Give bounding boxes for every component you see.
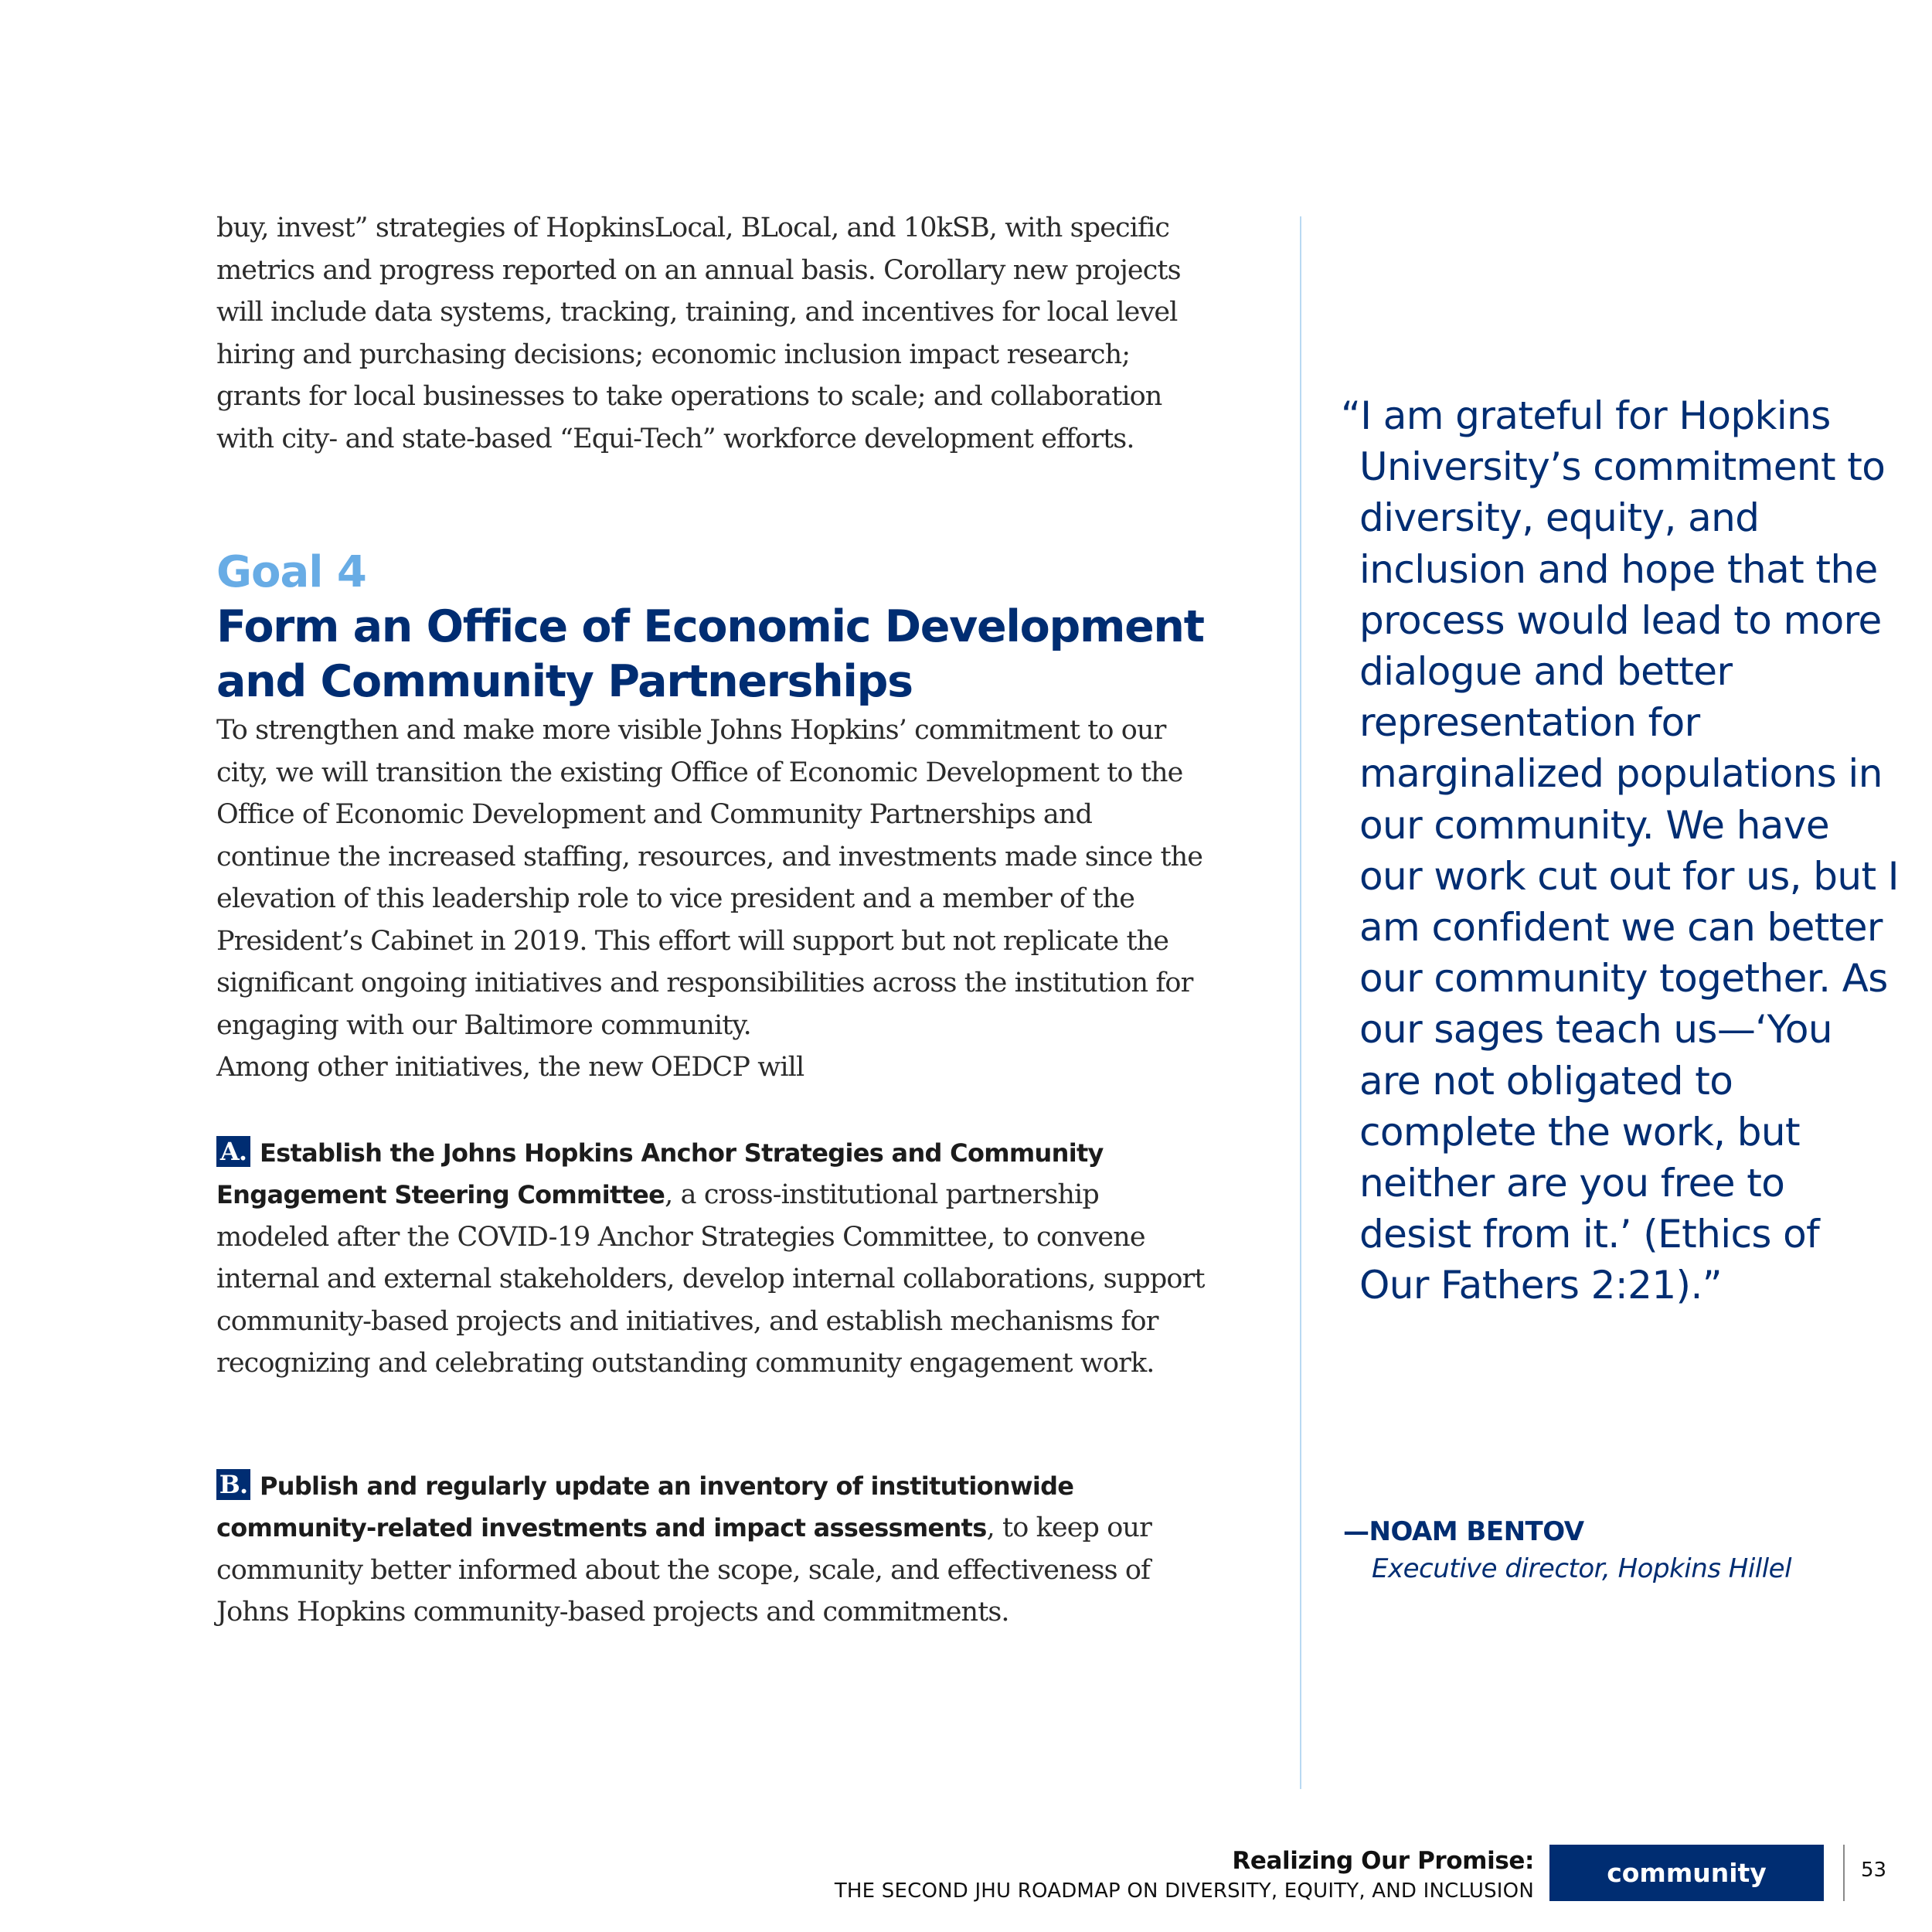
item-a [216, 1132, 1213, 1385]
intro-paragraph: buy, invest” strategies of HopkinsLocal, BLocal, and 10kSB, with specific metrics and progress reported on an annual basis. Corollary new projects will include data systems, tracking, training, and incentives for local level hiring and purchasing decisions; economic inclusion impact research; grants for local businesses to take operations to scale; and collaboration with city- and state-based “Equi-Tech” workforce development efforts. [216, 213, 1181, 454]
main-column [216, 207, 1213, 1634]
goal-paragraph: To strengthen and make more visible Johns Hopkins’ commitment to our city, we will transition the existing Office of Economic Development to the Office of Economic Development and Community Partnerships and continue the increased staffing, resources, and investments made since the elevation of this leadership role to vice president and a member of the President’s Cabinet in 2019. This effort will support but not replicate the significant ongoing initiatives and responsibilities across the institution for engaging with our Baltimore community. [216, 715, 1203, 1041]
item-b [216, 1465, 1213, 1634]
section-tab: community [1549, 1845, 1824, 1901]
item-a-heading: Establish the Johns Hopkins Anchor Strategies and Community Engagement Steering Committee [216, 1138, 1104, 1209]
quote-attribution-name: —NOAM BENTOV [1343, 1516, 1584, 1547]
page-number: 53 [1861, 1859, 1887, 1882]
goal-title: Form an Office of Economic Development and Community Partnerships [216, 601, 1204, 707]
item-b-heading: Publish and regularly update an inventory of institutionwide community-related investments and impact assessments [216, 1471, 1074, 1543]
item-a-badge: A. [216, 1136, 250, 1167]
footer-title: Realizing Our Promise: [1232, 1847, 1534, 1875]
item-a-text: , a cross-institutional partnership modeled after the COVID-19 Anchor Strategies Committee, to convene internal and external stakeholders, develop internal collaborations, support community-based projects and initiatives, and establish mechanisms for recognizing and celebrating outstanding community engagement work. [216, 1179, 1205, 1379]
goal-lead-in: Among other initiatives, the new OEDCP will [216, 1052, 804, 1083]
item-b-badge: B. [216, 1469, 250, 1500]
quote-attribution-role: Executive director, Hopkins Hillel [1372, 1553, 1792, 1584]
sidebar-quote: “I am grateful for Hopkins University’s commitment to diversity, equity, and inclusion and hope that the process would lead to more dialogue and better representation for marginalized populations in our community. We have our work cut out for us, but I am confident we can better our community together. As our sages teach us—‘You are not obligated to complete the work, but neither are you free to desist from it.’ (Ethics of Our Fathers 2:21).” [1341, 393, 1899, 1308]
item-b-text: , to keep our community better informed about the scope, scale, and effectiveness of Johns Hopkins community-based projects and commitments. [216, 1512, 1151, 1628]
goal-label: Goal 4 [216, 547, 366, 597]
column-divider [1300, 216, 1301, 1789]
footer-subtitle: THE SECOND JHU ROADMAP ON DIVERSITY, EQUITY, AND INCLUSION [834, 1879, 1534, 1903]
footer-rule [1843, 1845, 1845, 1901]
